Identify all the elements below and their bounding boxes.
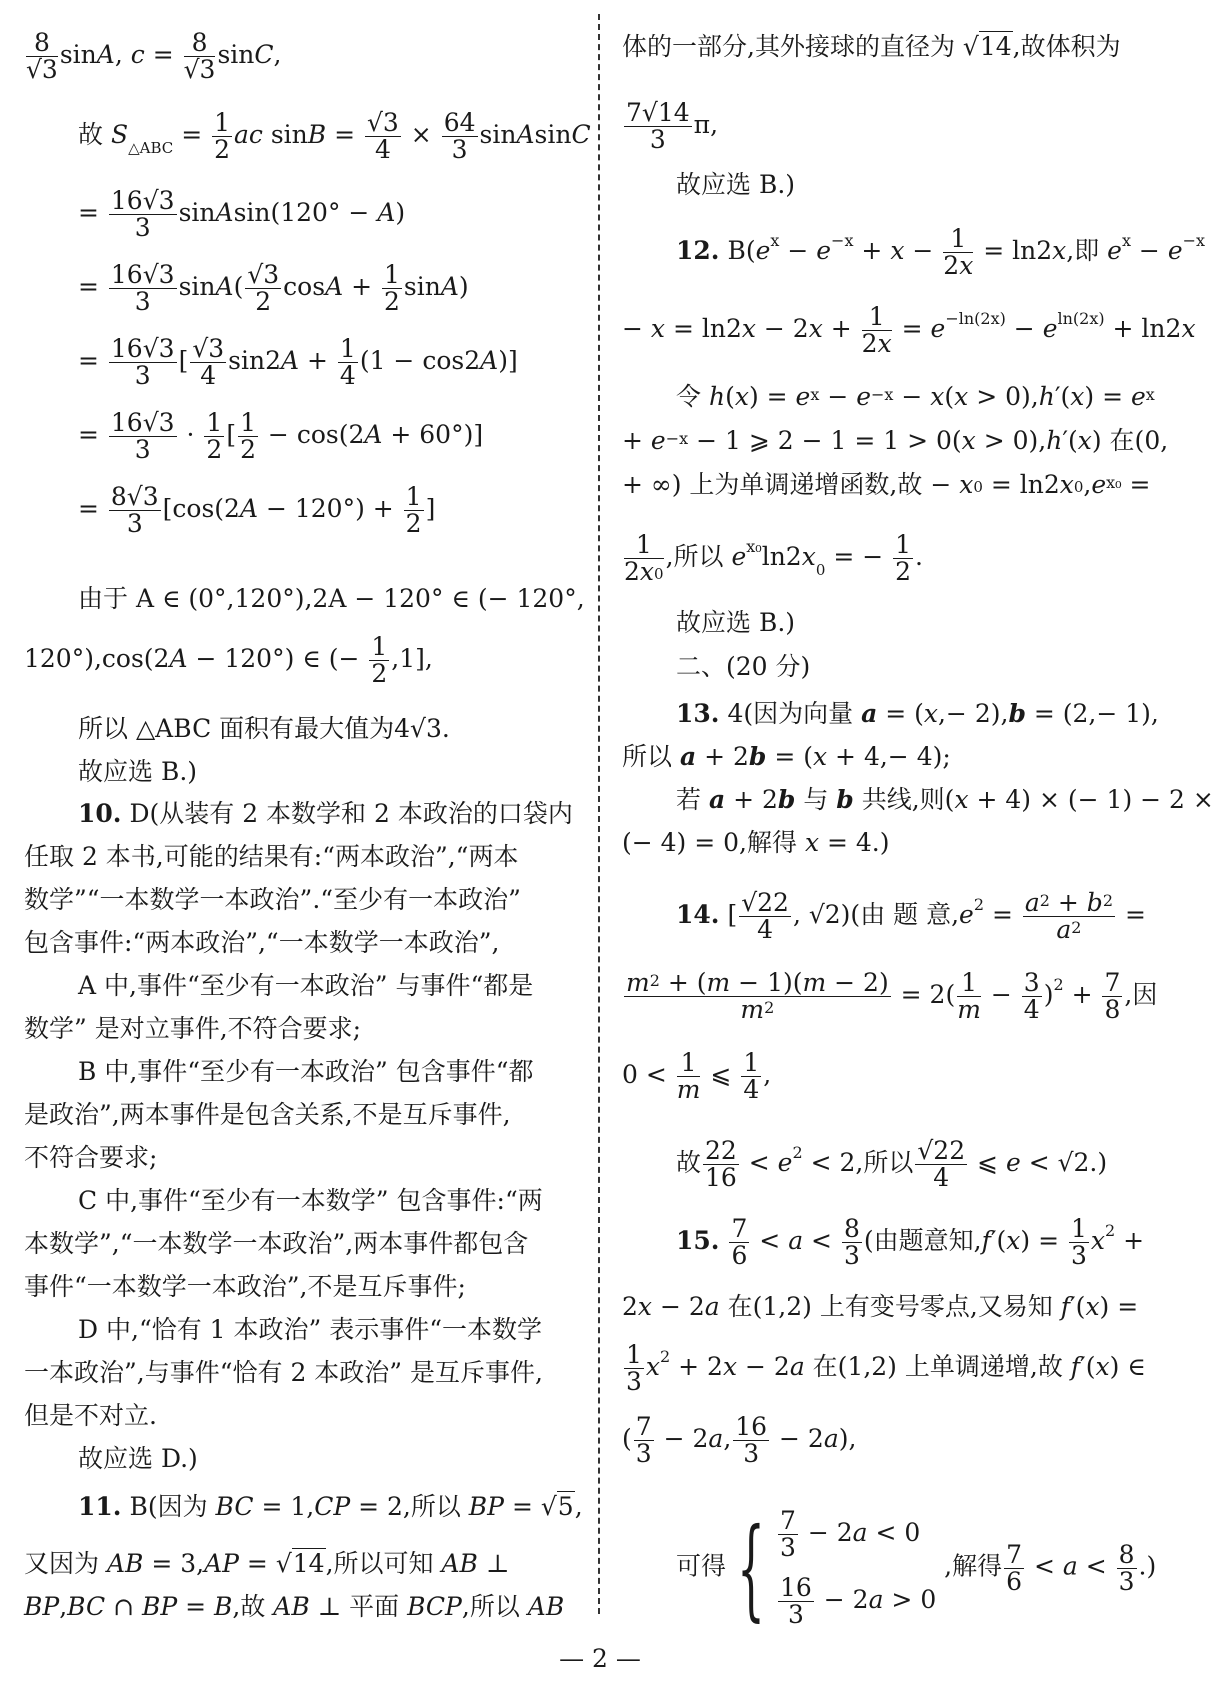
q11-line: BP,BC ∩ BP = B,故 AB ⊥ 平面 BCP,所以 AB [24,1592,565,1621]
page-number: — 2 — [559,1644,641,1673]
column-divider [598,14,600,1614]
line: 故 S△ABC = $\frac{1}{2}$ ac sinB = $\frac{√3}{4}$ × $\frac{64}{3}$ sinAsinC [78,108,591,164]
q10-line: 故应选 D.) [78,1444,198,1473]
q13-line: 若 a + 2b 与 b 共线,则(x + 4) × (− 1) − 2 × [676,785,1214,814]
q10-line: 但是不对立. [24,1401,157,1430]
q10-line: 数学”“一本数学一本政治”.“至少有一本政治” [24,885,521,914]
q13-line: (− 4) = 0,解得 x = 4.) [622,828,890,857]
q12-line: + $e^{-x} - 1$ ⩾ 2 − 1 = 1 > 0(x > 0),h′(x) 在(0, [622,426,1169,455]
q10-line: 是政治”,两本事件是包含关系,不是互斥事件, [24,1100,511,1129]
line: 体的一部分,其外接球的直径为 √14,故体积为 [622,32,1121,61]
q10-line: 任取 2 本书,可能的结果有:“两本政治”,“两本 [24,842,519,871]
section-heading: 二、(20 分) [676,652,811,681]
q10-line: 数学” 是对立事件,不符合要求; [24,1014,362,1043]
line: 由于 A ∈ (0°,120°),2A − 120° ∈ (− 120°, [78,584,585,613]
q15-line: 2x − 2a 在(1,2) 上有变号零点,又易知 f′(x) = [622,1292,1139,1321]
q10-line: B 中,事件“至少有一本政治” 包含事件“都 [78,1057,534,1086]
q10-line: C 中,事件“至少有一本数学” 包含事件:“两 [78,1186,543,1215]
line: = $\frac{16√3}{3}$ · $\frac{1}{2}$ [ $\frac{1}{2}$ − cos(2A + 60°)] [78,408,484,464]
q15-line: 可得 { $\frac{7}{3}$ − 2a < 0 $\frac{16}{3}$ − 2a > 0 ,解得 $\frac{7}{6}$ < a < $\frac{8}{3}$ .) [676,1504,1157,1632]
line: = $\frac{16√3}{3}$ sinA( $\frac{√3}{2}$ cosA + $\frac{1}{2}$ sinA) [78,260,469,316]
q15-line: 15. $\frac{7}{6}$ < a < $\frac{8}{3}$ (由题意知,f′(x) = $\frac{1}{3}$ $x^2$ + [676,1214,1145,1270]
q15-line: $\frac{1}{3}$ $x^2 + 2x - 2a$ 在(1,2) 上单调递增,故 f′(x) ∈ [626,1340,1146,1396]
line: 故应选 B.) [78,757,198,786]
q12-line: 故应选 B.) [676,608,796,637]
q10-line: 本数学”,“一本数学一本政治”,两本事件都包含 [24,1229,529,1258]
q12-line: 12. $B(e^x - e^{-x} + x$ − $\frac{1}{2x}$ = ln2x,即 $e^x - e^{-x}$ [676,224,1206,280]
line: 故应选 B.) [676,170,796,199]
q10-line: 不符合要求; [24,1143,158,1172]
q10-line: 10. D(从装有 2 本数学和 2 本政治的口袋内 [78,799,573,828]
q11-line: 又因为 AB = 3,AP = √14,所以可知 AB ⊥ [24,1549,510,1578]
line: $\frac{7√14}{3}$ π, [626,98,719,154]
line: = $\frac{16√3}{3}$ sinAsin(120° − A) [78,186,406,242]
q12-line: + ∞) 上为单调递增函数,故 − $x0 = \ln 2x0,e^{x_0}$ = [622,470,1151,499]
q14-line: 故 $\frac{22}{16}$ < $e^2 < 2$,所以 $\frac{√22}{4}$ ⩽ e < √2.) [676,1136,1108,1192]
q10-line: 包含事件:“两本政治”,“一本数学一本政治”, [24,928,500,957]
q10-line: D 中,“恰有 1 本政治” 表示事件“一本数学 [78,1315,543,1344]
q14-line: $\frac{m^2 + (m - 1)(m - 2)}{m^2}$ = 2( $\frac{1}{m}$ − $\frac{3}{4}$ )$^2$ + $\frac{7}{8}$ ,因 [626,968,1158,1024]
line: = $\frac{8√3}{3}$ [cos(2A − 120°) + $\frac{1}{2}$ ] [78,482,436,538]
q13-line: 13. 4(因为向量 a = (x,− 2),b = (2,− 1), [676,699,1159,728]
q10-line: 事件“一本数学一本政治”,不是互斥事件; [24,1272,466,1301]
q13-line: 所以 a + 2b = (x + 4,− 4); [622,742,951,771]
line: $\frac{8}{√3}$ sinA, c = $\frac{8}{√3}$ sinC, [26,28,282,84]
q14-line: 0 < $\frac{1}{m}$ ⩽ $\frac{1}{4}$ , [622,1048,772,1104]
line: = $\frac{16√3}{3}$ [ $\frac{√3}{4}$ sin2A + $\frac{1}{4}$ (1 − cos2A)] [78,334,518,390]
q12-line: − x = ln2x − 2x + $\frac{1}{2x}$ = $e^{-ln(2x)} - e^{ln(2x)} + \ln 2x$ [622,302,1196,358]
q10-line: A 中,事件“至少有一本政治” 与事件“都是 [78,971,534,1000]
line: 120°),cos(2A − 120°) ∈ (− $\frac{1}{2}$ ,1], [24,632,433,688]
q15-line: ( $\frac{7}{3}$ − 2a, $\frac{16}{3}$ − 2a), [622,1412,857,1468]
q12-line: 令 $h(x) = e^x - e^{-x} - x(x > 0),h'(x) = e^x$ [676,382,1155,411]
q12-line: $\frac{1}{2x0}$ ,所以 $e^{x_0}\ln 2x0$ = − $\frac{1}{2}$ . [624,530,923,586]
line: 所以 △ABC 面积有最大值为4√3. [78,714,450,743]
q10-line: 一本政治”,与事件“恰有 2 本政治” 是互斥事件, [24,1358,543,1387]
q14-line: 14. [ $\frac{√22}{4}$ , √2)(由 题 意$,e^2$ = $\frac{a^2 + b^2}{a^2}$ = [676,888,1146,944]
q11-line: 11. B(因为 BC = 1,CP = 2,所以 BP = √5, [78,1492,583,1521]
